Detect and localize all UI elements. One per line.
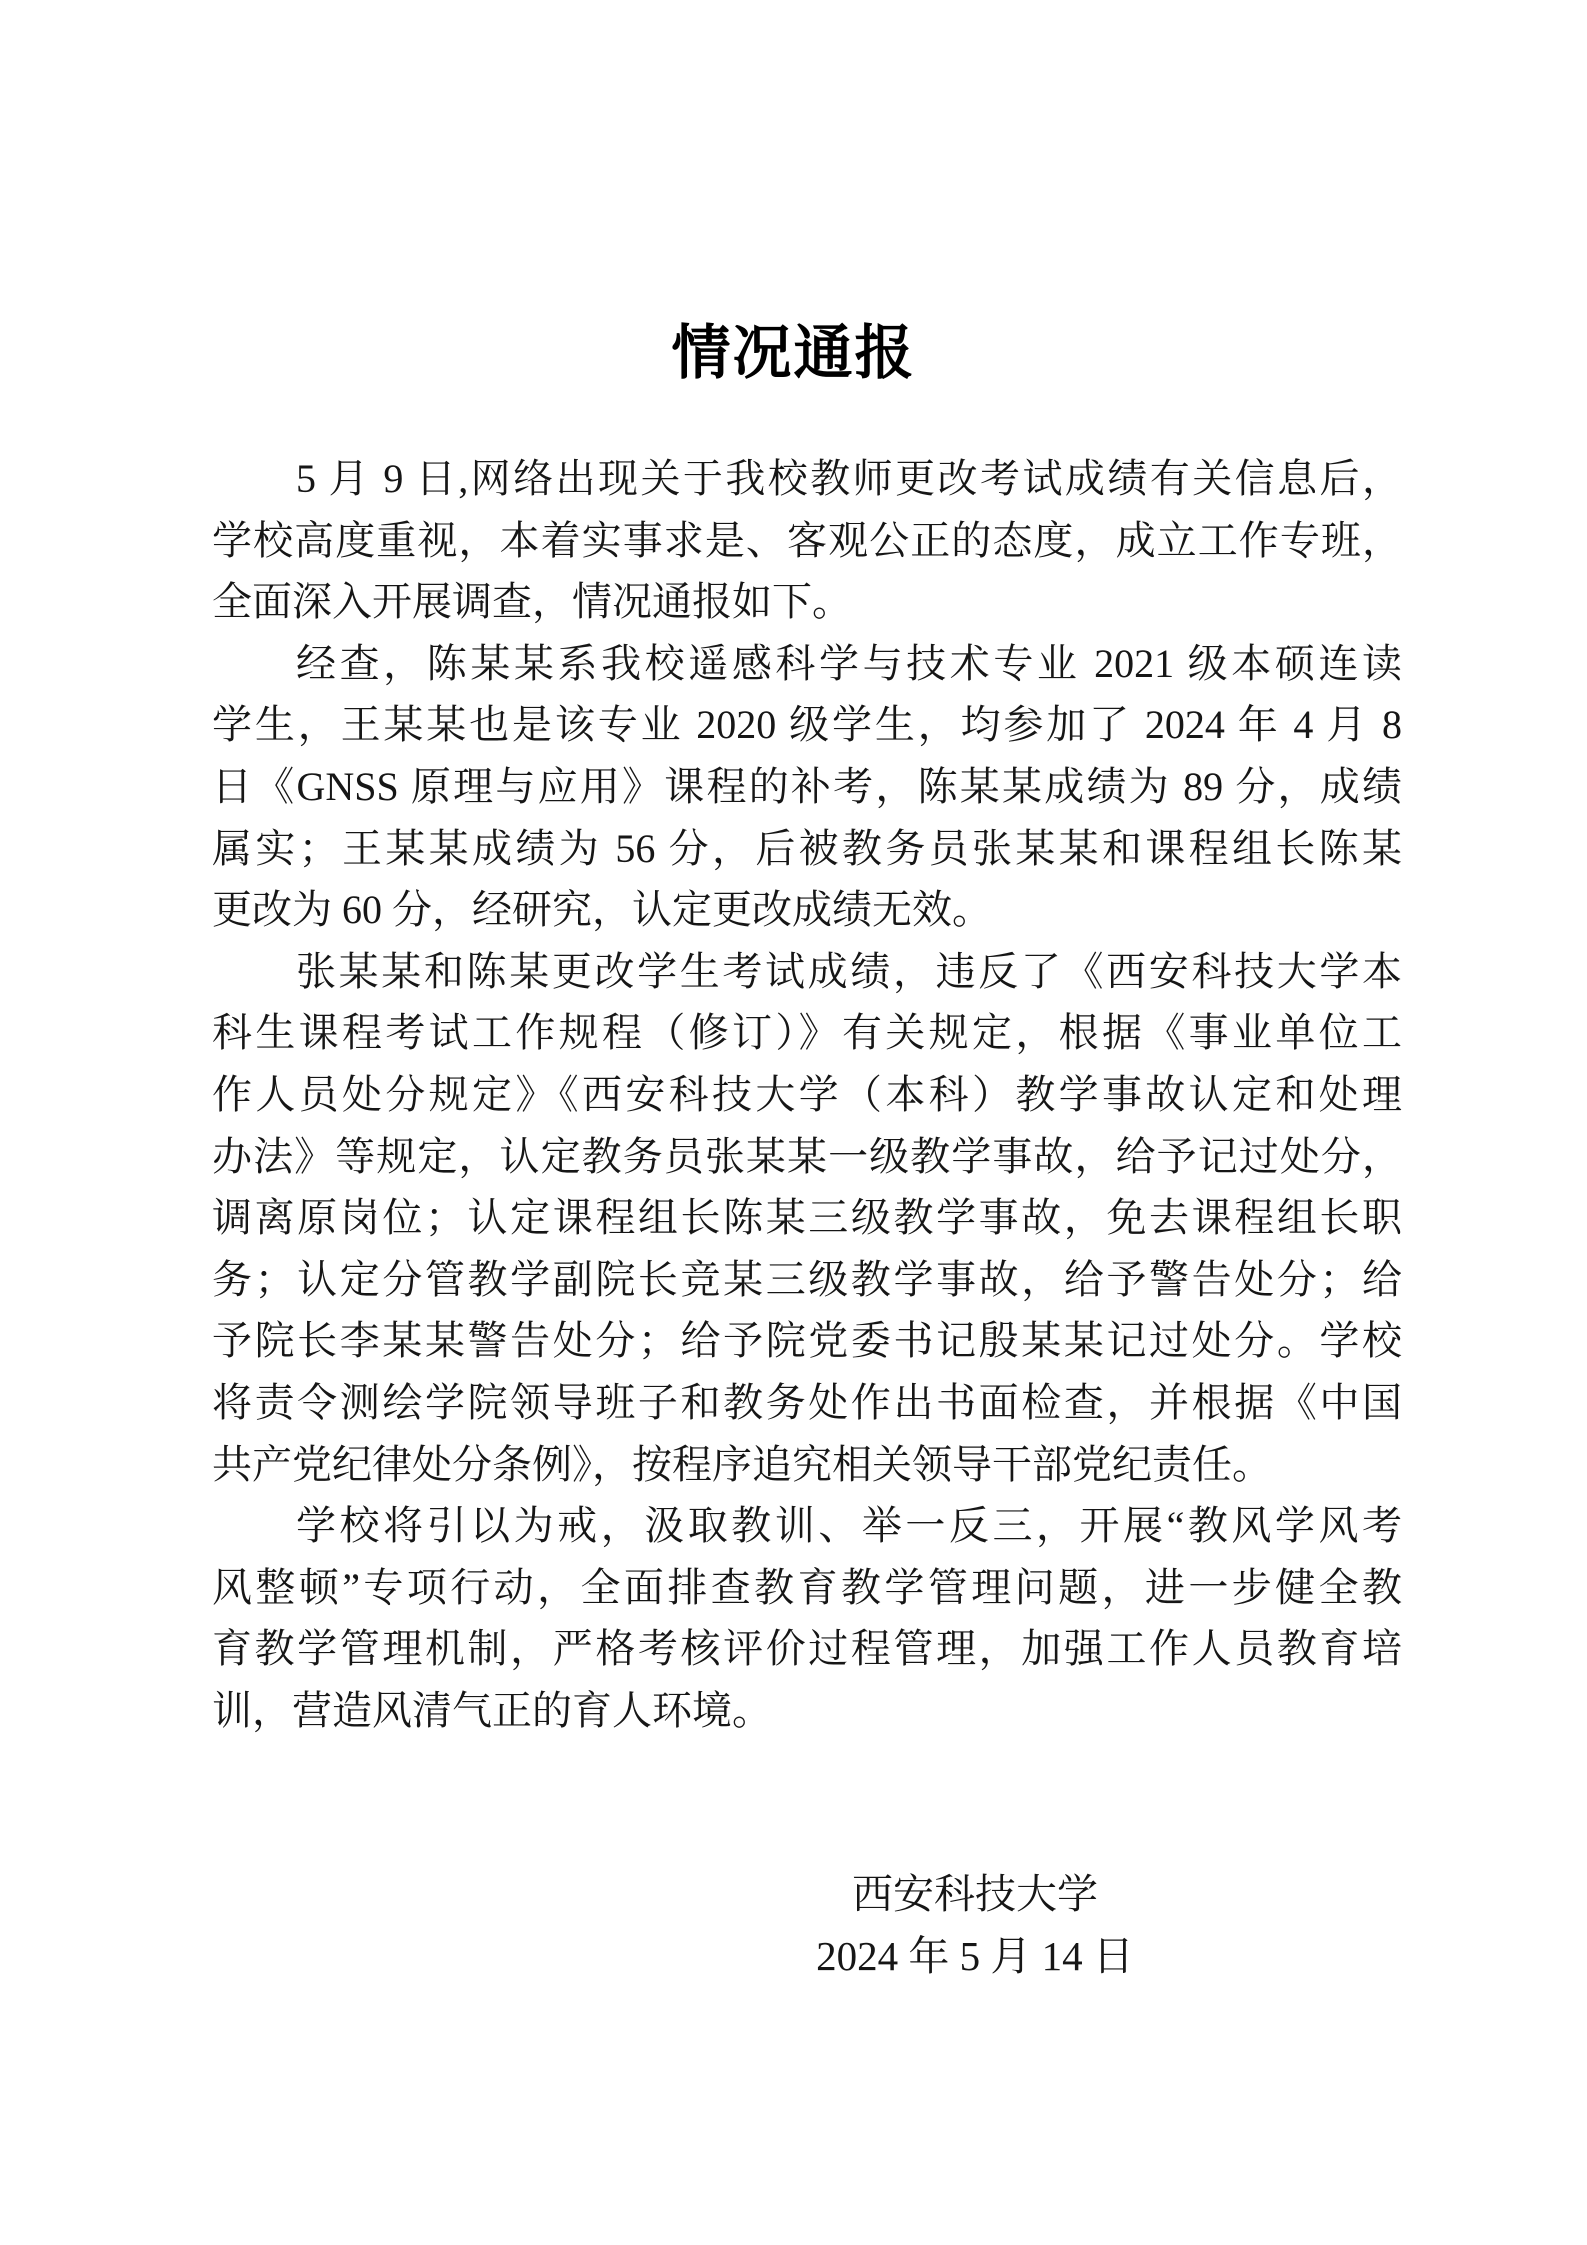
text-line: 更改为 60 分，经研究，认定更改成绩无效。 [212,887,992,933]
text-line: 办法》等规定，认定教务员张某某一级教学事故，给予记过处分， [212,1133,1402,1179]
text-line: 务；认定分管教学副院长竞某三级教学事故，给予警告处分；给 [212,1256,1402,1302]
text-line: 将责令测绘学院领导班子和教务处作出书面检查，并根据《中国 [212,1379,1402,1425]
text-line: 风整顿”专项行动，全面排查教育教学管理问题，进一步健全教 [212,1564,1402,1610]
text-line: 调离原岗位；认定课程组长陈某三级教学事故，免去课程组长职 [212,1195,1402,1241]
text-line: 日《GNSS 原理与应用》课程的补考，陈某某成绩为 89 分，成绩 [212,763,1402,809]
signature-block [675,1864,1275,1987]
text-line: 训，营造风清气正的育人环境。 [212,1687,772,1733]
text-line: 全面深入开展调查，情况通报如下。 [212,579,852,625]
text-line: 学校高度重视，本着实事求是、客观公正的态度，成立工作专班， [212,517,1402,563]
text-line: 5 月 9 日,网络出现关于我校教师更改考试成绩有关信息后， [296,456,1402,501]
text-line: 张某某和陈某更改学生考试成绩，违反了《西安科技大学本 [296,948,1402,994]
text-line: 作人员处分规定》《西安科技大学（本科）教学事故认定和处理 [212,1071,1402,1117]
text-line: 学生，王某某也是该专业 2020 级学生，均参加了 2024 年 4 月 8 [212,702,1402,748]
text-line: 属实；王某某成绩为 56 分，后被教务员张某某和课程组长陈某 [212,825,1402,871]
signature-organization: 西安科技大学 [852,1871,1098,1917]
signature-date: 2024 年 5 月 14 日 [816,1932,1134,1979]
document-body [212,448,1402,1741]
text-line: 共产党纪律处分条例》，按程序追究相关领导干部党纪责任。 [212,1441,1272,1487]
text-line: 经查，陈某某系我校遥感科学与技术专业 2021 级本硕连读 [296,640,1402,686]
text-line: 科生课程考试工作规程（修订）》有关规定，根据《事业单位工 [212,1010,1402,1056]
document-title: 情况通报 [671,320,916,386]
text-line: 学校将引以为戒，汲取教训、举一反三，开展“教风学风考 [296,1503,1402,1549]
text-line: 予院长李某某警告处分；给予院党委书记殷某某记过处分。学校 [212,1318,1402,1364]
text-line: 育教学管理机制，严格考核评价过程管理，加强工作人员教育培 [212,1626,1402,1672]
